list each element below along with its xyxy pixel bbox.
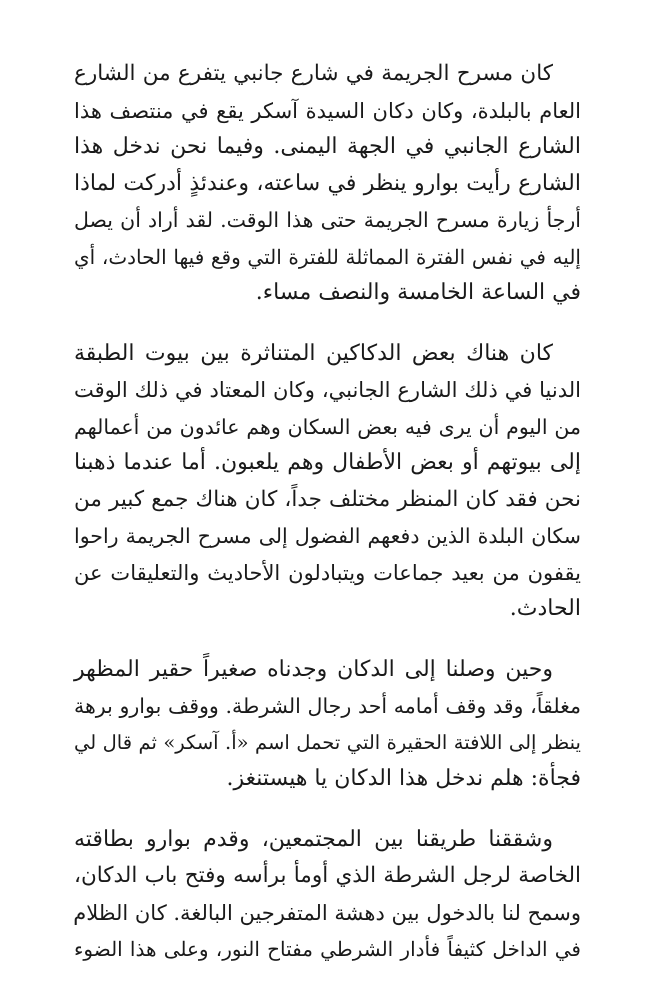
text-line: الشارع رأيت بوارو ينظر في ساعته، وعندئذٍ أدركت لماذا [74, 170, 581, 196]
text-line: يقفون من بعيد جماعات ويتبادلون الأحاديث والتعليقات عن [74, 560, 581, 585]
book-page [74, 56, 581, 1000]
paragraph-1 [74, 56, 581, 312]
text-line: كان هناك بعض الدكاكين المتناثرة بين بيوت الطبقة [74, 340, 553, 366]
text-line: نحن فقد كان المنظر مختلف جداً، كان هناك جمع كبير من [74, 486, 581, 512]
text-line: الخاصة لرجل الشرطة الذي أومأ برأسه وفتح باب الدكان، [74, 863, 581, 888]
text-line: العام بالبلدة، وكان دكان السيدة آسكر يقع في منتصف هذا [74, 98, 581, 123]
text-line: ينظر إلى اللافتة الحقيرة التي تحمل اسم «أ. آسكر» ثم قال لي [74, 730, 581, 754]
text-line: وسمح لنا بالدخول بين دهشة المتفرجين البالغة. كان الظلام [73, 900, 581, 925]
text-line: سكان البلدة الذين دفعهم الفضول إلى مسرح الجريمة راحوا [74, 524, 581, 548]
text-line: وحين وصلنا إلى الدكان وجدناه صغيراً حقير المظهر [74, 656, 553, 682]
text-line: مغلقاً، وقد وقف أمامه أحد رجال الشرطة. ووقف بوارو برهة [74, 694, 581, 718]
paragraph-4 [74, 822, 581, 968]
text-line: الشارع الجانبي في الجهة اليمنى. وفيما نحن ندخل هذا [74, 134, 581, 159]
text-line: من اليوم أن يرى فيه بعض السكان وهم عائدون من أعمالهم [74, 414, 581, 439]
text-line: في الساعة الخامسة والنصف مساء. [255, 280, 581, 305]
text-line: الحادث. [509, 596, 581, 621]
text-line: أرجأ زيارة مسرح الجريمة حتى هذا الوقت. لقد أراد أن يصل [74, 208, 581, 232]
paragraph-3 [74, 652, 581, 798]
text-line: في الداخل كثيفاً فأدار الشرطي مفتاح النور، وعلى هذا الضوء [74, 937, 581, 961]
text-line: الدنيا في ذلك الشارع الجانبي، وكان المعتاد في ذلك الوقت [74, 378, 581, 402]
text-line: كان مسرح الجريمة في شارع جانبي يتفرع من الشارع [74, 61, 553, 86]
text-line: وشققنا طريقنا بين المجتمعين، وقدم بوارو بطاقته [74, 826, 553, 852]
text-line: إلى بيوتهم أو بعض الأطفال وهم يلعبون. أما عندما ذهبنا [74, 450, 581, 475]
text-line: إليه في نفس الفترة المماثلة للفترة التي وقع فيها الحادث، أي [74, 244, 581, 269]
text-line: فجأة: هلم ندخل هذا الدكان يا هيستنغز. [226, 766, 581, 791]
paragraph-2 [74, 336, 581, 628]
